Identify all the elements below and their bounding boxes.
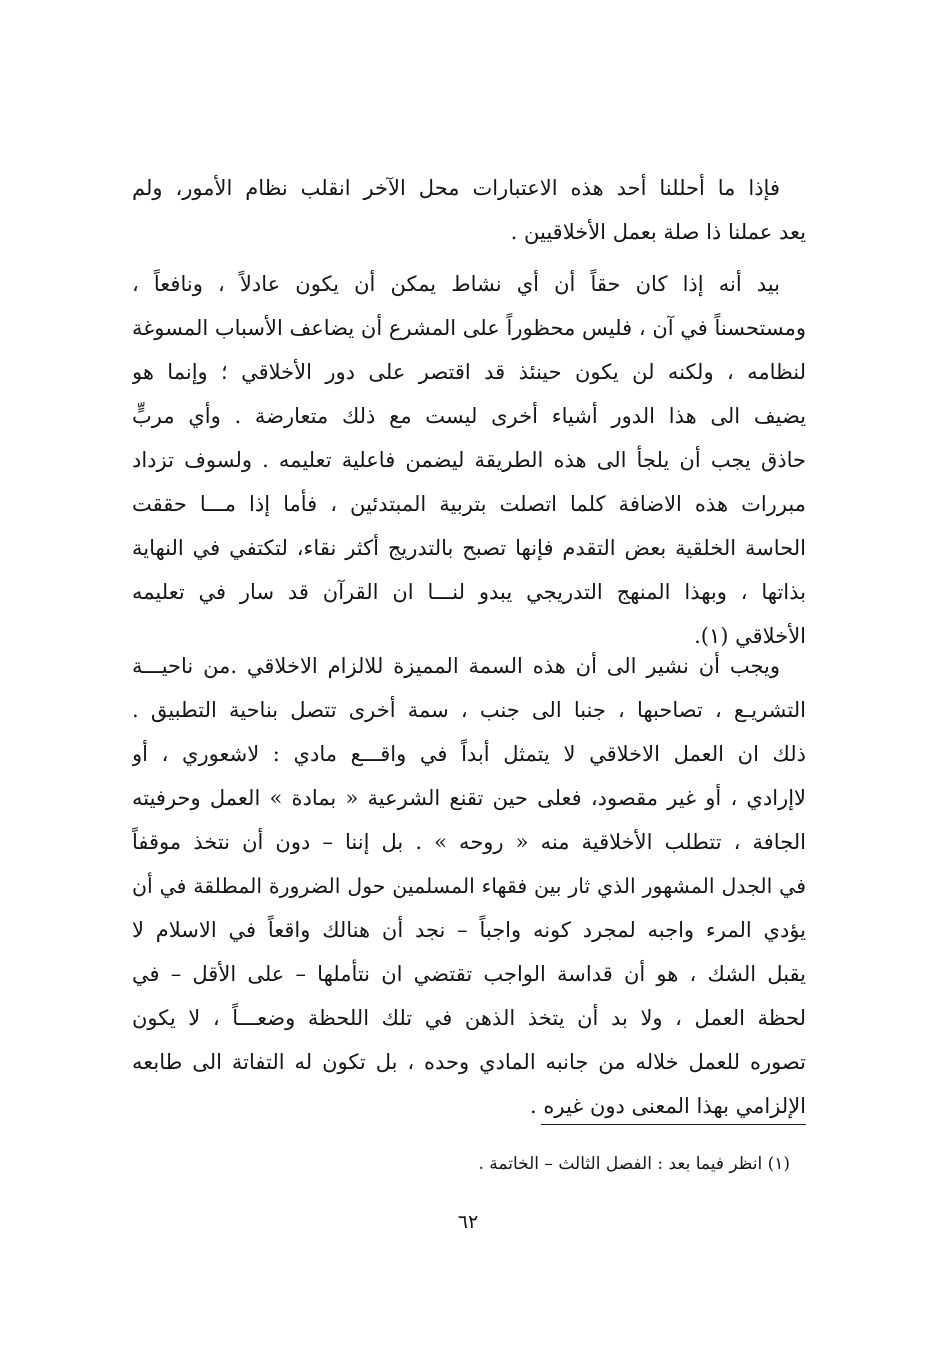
- paragraph-2: [132, 262, 806, 658]
- text-line: تصوره للعمل خلاله من جانبه المادي وحده ، بل تكون له التفاتة الى طابعه: [132, 1050, 806, 1074]
- text-line: حاذق يجب أن يلجأ الى هذه الطريقة ليضمن فاعلية تعليمه . ولسوف تزداد: [132, 448, 806, 472]
- footnote-divider: [541, 1124, 806, 1125]
- text-line: يقبل الشك ، هو أن قداسة الواجب تقتضي ان نتأملها – على الأقل – في: [132, 962, 806, 986]
- text-line: مبررات هذه الاضافة كلما اتصلت بتربية المبتدئين ، فأما إذا مـــا حققت: [132, 492, 806, 516]
- text-line: لاإرادي ، أو غير مقصود، فعلى حين تقنع الشرعية « بمادة » العمل وحرفيته: [132, 786, 806, 810]
- text-line: الحاسة الخلقية بعض التقدم فإنها تصبح بالتدريج أكثر نقاء، لتكتفي في النهاية: [132, 536, 806, 560]
- text-line: يضيف الى هذا الدور أشياء أخرى ليست مع ذلك متعارضة . وأي مربٍّ: [132, 404, 806, 428]
- paragraph-3: [132, 644, 806, 1128]
- paragraph-1: [132, 166, 806, 254]
- text-line: الإلزامي بهذا المعنى دون غيره .: [530, 1094, 806, 1118]
- text-line: بيد أنه إذا كان حقاً أن أي نشاط يمكن أن يكون عادلاً ، ونافعاً ،: [132, 272, 780, 296]
- footnote: (١) انظر فيما بعد : الفصل الثالث – الخاتمة .: [478, 1154, 790, 1174]
- text-line: التشريـع ، تصاحبها ، جنبا الى جنب ، سمة أخرى تتصل بناحية التطبيق .: [132, 698, 806, 722]
- text-line: ذلك ان العمل الاخلاقي لا يتمثل أبداً في واقـــع مادي : لاشعوري ، أو: [132, 742, 806, 766]
- text-line: في الجدل المشهور الذي ثار بين فقهاء المسلمين حول الضرورة المطلقة في أن: [132, 874, 806, 898]
- page-number: ٦٢: [457, 1211, 479, 1233]
- text-line: لنظامه ، ولكنه لن يكون حينئذ قد اقتصر على دور الأخلاقي ؛ وإنما هو: [132, 360, 806, 384]
- text-line: لحظة العمل ، ولا بد أن يتخذ الذهن في تلك اللحظة وضعـــاً ، لا يكون: [132, 1006, 806, 1030]
- text-line: ويجب أن نشير الى أن هذه السمة المميزة للالزام الاخلاقي .من ناحيـــة: [132, 654, 780, 678]
- text-line: يعد عملنا ذا صلة بعمل الأخلاقيين .: [510, 220, 806, 244]
- text-line: الجافة ، تتطلب الأخلاقية منه « روحه » . بل إننا – دون أن نتخذ موقفاً: [132, 830, 806, 854]
- text-line: يؤدي المرء واجبه لمجرد كونه واجباً – نجد أن هنالك واقعاً في الاسلام لا: [132, 918, 806, 942]
- text-line: فإذا ما أحللنا أحد هذه الاعتبارات محل الآخر انقلب نظام الأمور، ولم: [132, 176, 780, 200]
- text-line: ومستحسناً في آن ، فليس محظوراً على المشرع أن يضاعف الأسباب المسوغة: [132, 316, 806, 340]
- text-line: الأخلاقي (١).: [694, 624, 806, 648]
- text-line: بذاتها ، وبهذا المنهج التدريجي يبدو لنـــا ان القرآن قد سار في تعليمه: [132, 580, 806, 604]
